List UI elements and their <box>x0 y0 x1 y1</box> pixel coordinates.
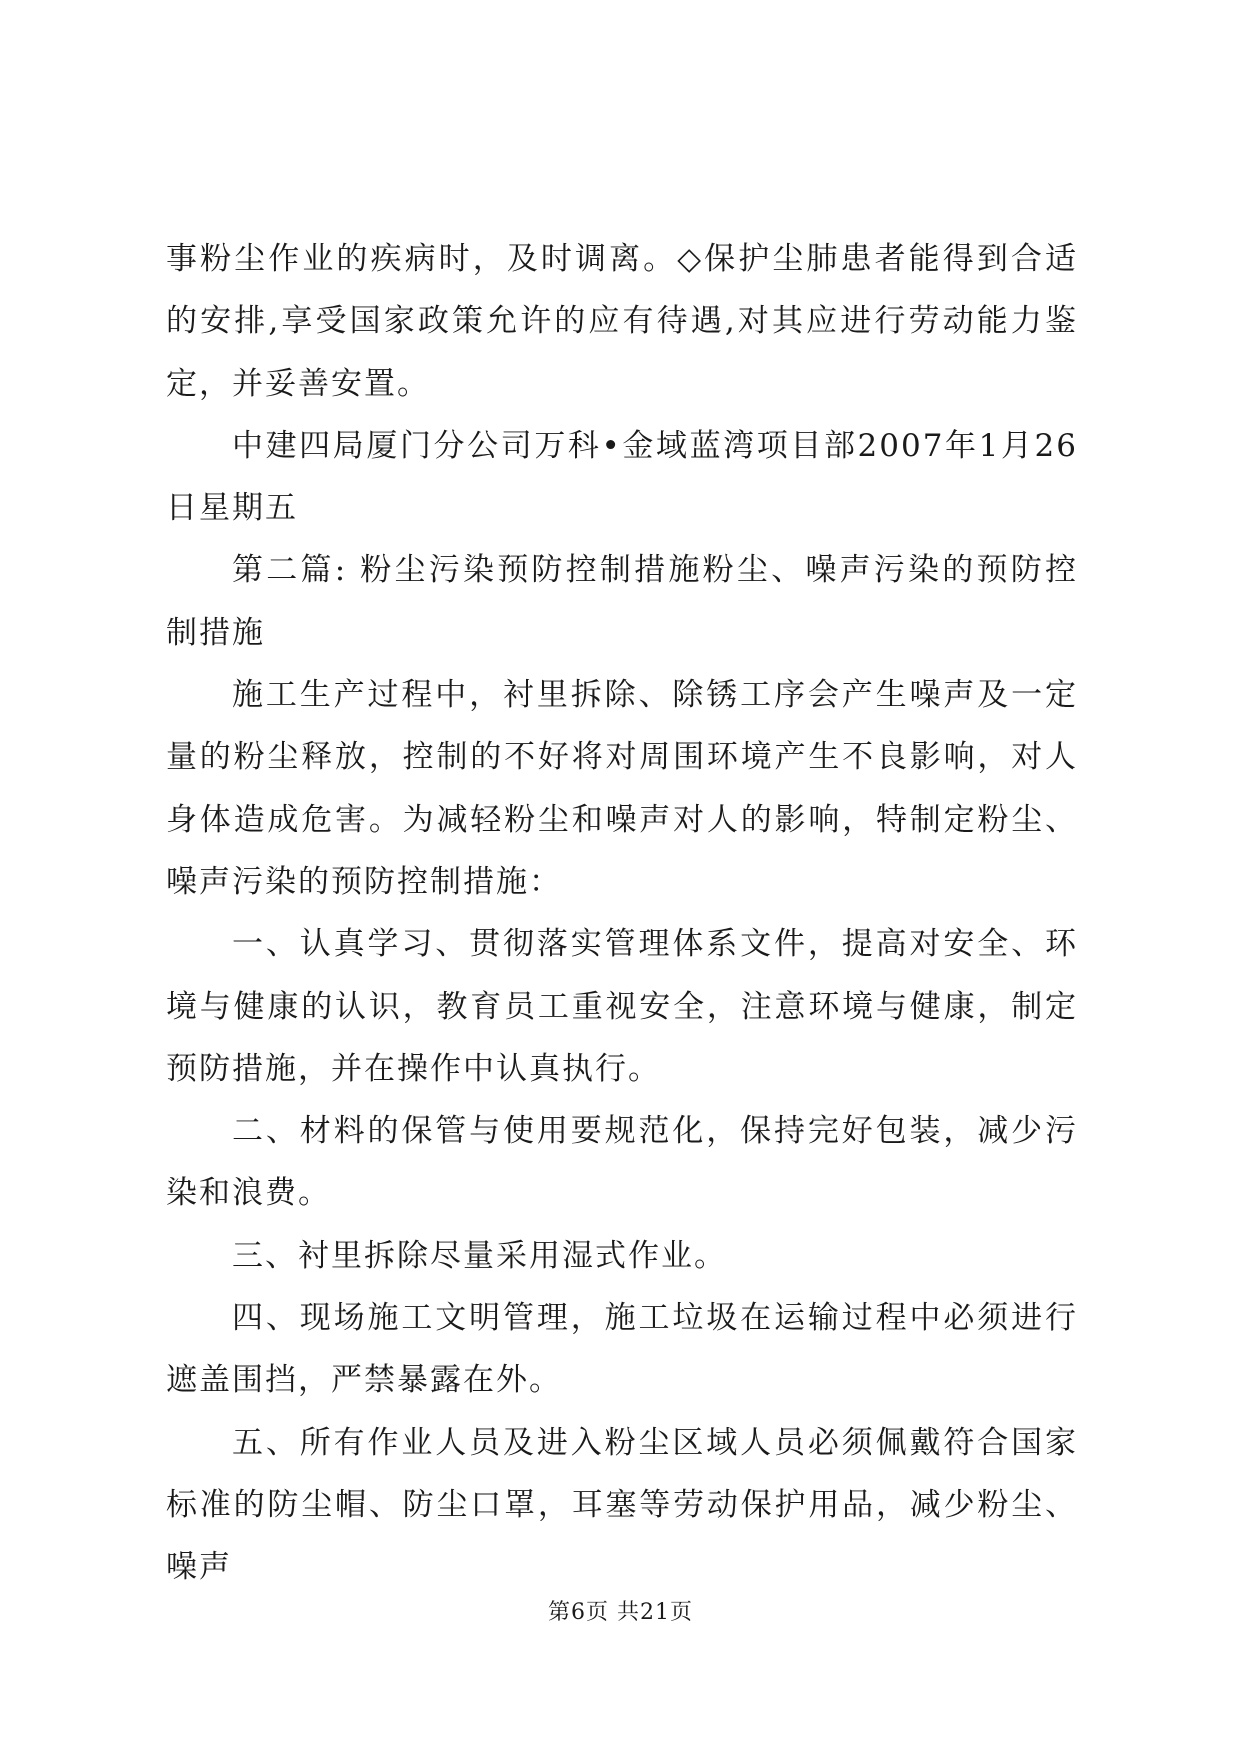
paragraph-item-3: 三、衬里拆除尽量采用湿式作业。 <box>232 1237 727 1274</box>
document-body <box>166 228 1078 1599</box>
paragraph-item-1: 一、认真学习、贯彻落实管理体系文件，提高对安全、环境与健康的认识，教育员工重视安全，注意环境与健康，制定预防措施，并在操作中认真执行。 <box>166 926 1078 1087</box>
paragraph-continuation: 事粉尘作业的疾病时，及时调离。◇保护尘肺患者能得到合适的安排,享受国家政策允许的应有待遇,对其应进行劳动能力鉴定，并妥善安置。 <box>166 241 1078 402</box>
paragraph-item-4: 四、现场施工文明管理，施工垃圾在运输过程中必须进行遮盖围挡，严禁暴露在外。 <box>166 1300 1078 1399</box>
paragraph-section-title: 第二篇: 粉尘污染预防控制措施粉尘、噪声污染的预防控制措施 <box>166 552 1078 651</box>
paragraph-intro: 施工生产过程中，衬里拆除、除锈工序会产生噪声及一定量的粉尘释放，控制的不好将对周围环境产生不良影响，对人身体造成危害。为减轻粉尘和噪声对人的影响，特制定粉尘、噪声污染的预防控制措施： <box>166 677 1078 900</box>
page-footer: 第6页 共21页 <box>548 1600 693 1625</box>
paragraph-signature: 中建四局厦门分公司万科•金域蓝湾项目部2007年1月26日星期五 <box>166 427 1078 527</box>
paragraph-item-5: 五、所有作业人员及进入粉尘区域人员必须佩戴符合国家标准的防尘帽、防尘口罩，耳塞等劳动保护用品，减少粉尘、噪声 <box>166 1424 1078 1586</box>
paragraph-item-2: 二、材料的保管与使用要规范化，保持完好包装，减少污染和浪费。 <box>166 1113 1078 1212</box>
